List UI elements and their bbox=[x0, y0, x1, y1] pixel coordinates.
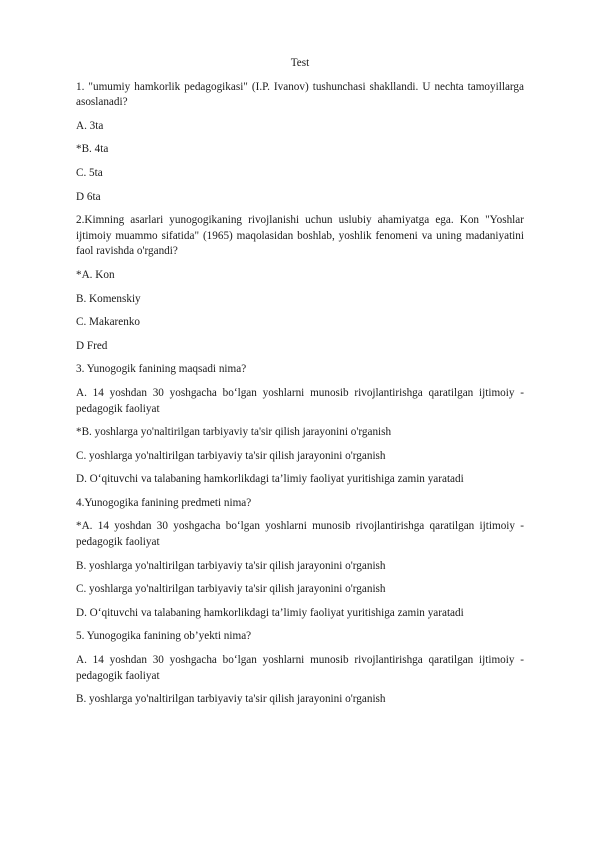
question-text: 2.Kimning asarlari yunogogikaning rivojlanishi uchun uslubiy ahamiyatga ega. Kon "Yoshlar ijtimoiy muammo sifatida" (1965) maqolasidan boshlab, yoshlik fenomeni va uning madaniyatini faol ravishda o'rgandi? bbox=[76, 214, 524, 258]
question-block-2 bbox=[76, 213, 524, 354]
answer-option: B. yoshlarga yo'naltirilgan tarbiyaviy ta'sir qilish jarayonini o'rganish bbox=[76, 559, 386, 572]
document-title: Test bbox=[290, 57, 310, 69]
answer-option: B. yoshlarga yo'naltirilgan tarbiyaviy ta'sir qilish jarayonini o'rganish bbox=[76, 693, 386, 706]
answer-option: D. O‘qituvchi va talabaning hamkorlikdagi ta’limiy faoliyat yuritishiga zamin yaratadi bbox=[76, 473, 464, 486]
answer-option: *A. 14 yoshdan 30 yoshgacha bo‘lgan yoshlarni munosib rivojlantirishga qaratilgan ijtimoiy - pedagogik faoliyat bbox=[76, 520, 524, 549]
answer-option: D. O‘qituvchi va talabaning hamkorlikdagi ta’limiy faoliyat yuritishiga zamin yaratadi bbox=[76, 606, 464, 619]
question-text: 5. Yunogogika fanining ob’yekti nima? bbox=[76, 630, 252, 643]
question-block-3 bbox=[76, 362, 524, 488]
question-block-1 bbox=[76, 80, 524, 206]
answer-option: C. yoshlarga yo'naltirilgan tarbiyaviy ta'sir qilish jarayonini o'rganish bbox=[76, 583, 386, 596]
document-body bbox=[76, 56, 524, 716]
answer-option: *A. Kon bbox=[76, 268, 115, 281]
answer-option: B. Komenskiy bbox=[76, 292, 141, 305]
answer-option: A. 14 yoshdan 30 yoshgacha bo‘lgan yoshlarni munosib rivojlantirishga qaratilgan ijtimoiy - pedagogik faoliyat bbox=[76, 386, 524, 415]
answer-option: A. 3ta bbox=[76, 119, 104, 132]
question-text: 1. "umumiy hamkorlik pedagogikasi" (I.P. Ivanov) tushunchasi shakllandi. U nechta tamoyillarga asoslanadi? bbox=[76, 80, 524, 109]
question-block-5 bbox=[76, 629, 524, 707]
answer-option: *B. yoshlarga yo'naltirilgan tarbiyaviy ta'sir qilish jarayonini o'rganish bbox=[76, 426, 392, 439]
question-text: 4.Yunogogika fanining predmeti nima? bbox=[76, 496, 252, 509]
answer-option: A. 14 yoshdan 30 yoshgacha bo‘lgan yoshlarni munosib rivojlantirishga qaratilgan ijtimoiy - pedagogik faoliyat bbox=[76, 654, 524, 682]
answer-option: C. yoshlarga yo'naltirilgan tarbiyaviy ta'sir qilish jarayonini o'rganish bbox=[76, 449, 386, 462]
answer-option: *B. 4ta bbox=[76, 143, 109, 156]
answer-option: D 6ta bbox=[76, 190, 101, 203]
question-text: 3. Yunogogik fanining maqsadi nima? bbox=[76, 363, 247, 376]
question-block-4 bbox=[76, 496, 524, 622]
answer-option: C. 5ta bbox=[76, 166, 103, 179]
answer-option: C. Makarenko bbox=[76, 316, 141, 329]
answer-option: D Fred bbox=[76, 339, 108, 352]
